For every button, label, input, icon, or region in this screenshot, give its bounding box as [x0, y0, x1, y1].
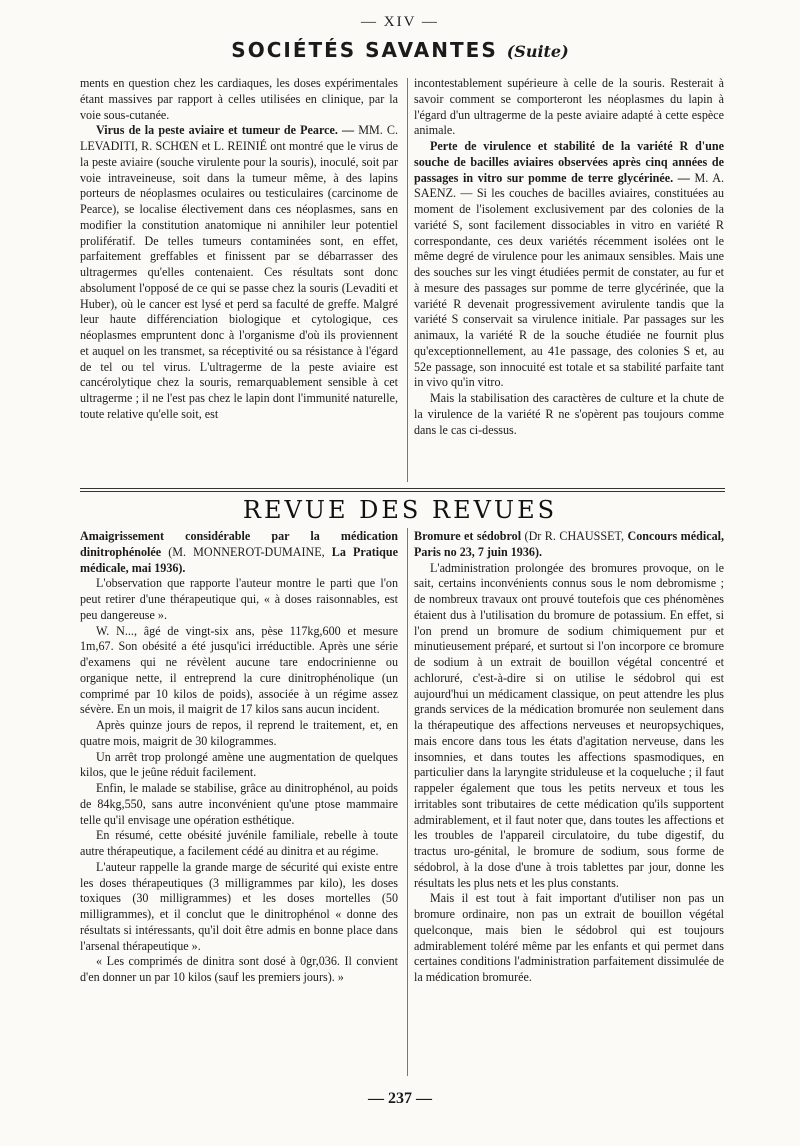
revue-left-paragraph: L'auteur rappelle la grande marge de sécurité qui existe entre les doses thérapeutiques (3 milligrammes par kilo), les doses toxiques (30 milligrammes) et les doses mortelles (50 milligrammes), et il conclut que le dinitrophénol « donne des résultats si intéressants, qu'il doit être admis en bonne place dans l'arsenal thérapeutique ». [80, 859, 398, 953]
page-number: — 237 — [368, 1090, 432, 1107]
revue-left-column [80, 529, 398, 1089]
revue-left-paragraph: Enfin, le malade se stabilise, grâce au dinitrophénol, au poids de 84kg,550, sans autre inconvénient qu'une ptose mammaire telle qu'il envisage une opération esthétique. [80, 781, 398, 827]
revue-left-paragraph: W. N..., âgé de vingt-six ans, pèse 117kg,600 et mesure 1m,67. Son obésité a été jusqu'ici irréductible. Après une série d'examens qui ne révèlent aucune tare endocrinienne ou organique nette, il entreprend la cure dinitrophénolique (un comprimé par 10 kilos de poids), associée à un régime assez sévère. En un mois, il maigrit de 17 kilos sans aucun incident. [80, 623, 398, 717]
article-source-concours: Concours médical, Paris no 23, 7 juin 1936). [414, 529, 724, 559]
article-source-pratique: La Pratique médicale, mai 1936). [80, 544, 398, 575]
societes-right-heading-2 [414, 139, 724, 391]
revue-des-revues-title: REVUE DES REVUES [242, 496, 558, 524]
section-title-text: SOCIÉTÉS SAVANTES [231, 38, 498, 62]
societes-left-heading-2 [80, 123, 398, 422]
societes-right-paragraph-2: — Si les couches de bacilles aviaires, constituées au moment de l'isolement exclusivement par des colonies de la variété S, sont facilement dissociables in vitro en variété R correspondante, ces deux variétés récemment isolées ont le même degré de virulence pour les animaux sensibles. Mais une des souches sur les vingt étudiées permit de constater, au fur et à mesure des passages sur pomme de terre glycérinée, que la variété R devenait progressivement avirulente tandis que la variété S conservait sa virulence initiale. Par passages sur les animaux, la variété R de la souche étudiée ne fournit plus qu'exceptionnellement, au 41e passage, des colonies S et, au 52e passage, son innocuité est totale et sa stabilité parfaite tant in vivo qu'in vitro. [414, 186, 724, 390]
revue-left-paragraph: L'observation que rapporte l'auteur montre le parti que l'on peut retirer d'une thérapeutique qui, « à doses raisonnables, est peu dangereuse ». [80, 576, 398, 622]
article-title-bromure: Bromure et sédobrol [414, 529, 522, 543]
section-divider-rule [80, 488, 725, 489]
revue-right-paragraph: L'administration prolongée des bromures provoque, on le sait, certains inconvénients connus sous le nom debromisme ; de nombreux travaux ont prouvé toutefois que ces phénomènes étaient dus à l'utilisation du bromure de potassium. En effet, si l'on prend un bromure de sodium chimiquement pur et minutieusement préparé, et surtout si l'on incorpore ce bromure de sodium à un extrait de bouillon végétal concentré et achloruré, c'est-à-dire si on utilise le sédobrol qui est aujourd'hui un médicament classique, on peut attendre les plus grands services de la médication bromurée non seulement dans la thérapeutique des affections nerveuses et neuropsychiques, mais encore dans tous les états d'agitation nerveuse, dans les insomnies, et dans toutes les affections spasmodiques, en particulier dans la laryngite striduleuse et la coqueluche ; il faut rappeler également que tous les petits nerveux et tous les irritables sont tributaires de cette médication qu'ils supportent admirablement, et il faut noter que, dans toutes les affections et les troubles de l'appareil circulatoire, du tube digestif, du tractus uro-génital, le bromure de sodium, sous forme de sédobrol, à la dose d'une à trois tablettes par jour, donne les résultats les plus nets et les plus constants. [414, 560, 724, 890]
societes-left-paragraph-1: ments en question chez les cardiaques, les doses expérimentales étant massives par rapport à celles utilisées en clinique, par la voie sous-cutanée. [80, 76, 398, 122]
article-author-chausset: (Dr R. CHAUSSET, [524, 529, 624, 543]
section-title [0, 38, 800, 62]
revue-left-paragraph: Un arrêt trop prolongé amène une augmentation de quelques kilos, que le jeûne réduit facilement. [80, 749, 398, 780]
societes-left-column [80, 76, 398, 485]
roman-page-number: — XIV — [361, 14, 439, 30]
article-heading-amaigrissement [80, 529, 398, 576]
heading-perte-virulence: Perte de virulence et stabilité de la variété R d'une souche de bacilles aviaires observées après cinq années de passages in vitro sur pomme de terre glycérinée. — [414, 139, 724, 185]
section-divider-rule-double [80, 491, 725, 492]
revue-right-column [414, 529, 724, 1089]
societes-right-paragraph-1: incontestablement supérieure à celle de la souris. Resterait à savoir comment se comporteront les néoplasmes du lapin à l'égard d'un ultragerme de la peste aviaire adapté à cette espèce animale. [414, 76, 724, 138]
author-saenz: M. A. SAENZ. [414, 170, 724, 201]
societes-left-paragraph-2: MM. C. LEVADITI, R. SCHŒN et L. REINIÉ ont montré que le virus de la peste aviaire (souche virulente pour la souris), inoculé, soit par voie intraveineuse, soit dans la tumeur même, à des lapins porteurs de néoplasmes oculaires ou testiculaires (carcinome de Pearce), se localise électivement dans ces néoplasmes, sans en modifier la constitution anatomique ni annihiler leur potentiel prolifératif. De telles tumeurs contaminées sont, en effet, parfaitement greffables et finissent par se débarrasser des ultragermes qu'elles contenaient. Ces résultats sont donc absolument l'opposé de ce qui se passe chez la souris (Levaditi et Huber), où le cancer est lysé et perd sa faculté de greffe. Malgré leur haute différenciation biologique et cytologique, ces néoplasmes empruntent donc à l'organisme d'où ils proviennent et auquel on les transmet, sa réceptivité ou sa résistance à l'égard de tel ou tel virus. L'ultragerme de la peste aviaire est cancérolytique chez la souris, remarquablement sensible à cet ultragerme ; il ne l'est pas chez le lapin dont l'immunité naturelle, toute relative qu'elle soit, est [80, 123, 398, 421]
column-divider-top [407, 78, 408, 482]
revue-left-paragraph: Après quinze jours de repos, il reprend le traitement, et, en quatre mois, maigrit de 30 kilogrammes. [80, 718, 398, 748]
heading-peste-aviaire: Virus de la peste aviaire et tumeur de Pearce. — [96, 123, 355, 138]
article-title-amaigrissement: Amaigrissement considérable par la médication dinitrophénolée [80, 529, 398, 559]
revue-left-paragraph: En résumé, cette obésité juvénile familiale, rebelle à toute autre thérapeutique, a facilement cédé au dinitra et au régime. [80, 828, 398, 858]
column-divider-bottom [407, 528, 408, 1076]
article-author-monnerot: (M. MONNEROT-DUMAINE, [168, 544, 325, 559]
societes-right-paragraph-3: Mais la stabilisation des caractères de culture et la chute de la virulence de la variété R ne s'opèrent pas toujours comme dans le cas ci-dessus. [414, 391, 724, 437]
section-title-suffix: (Suite) [506, 42, 569, 61]
revue-right-paragraph: Mais il est tout à fait important d'utiliser non pas un bromure ordinaire, non pas un extrait de bouillon végétal quelconque, mais bien le sédobrol qui est toujours admirablement toléré même par les enfants et qui permet dans certaines conditions l'administration parfaitement dissimulée de la médication bromurée. [414, 891, 724, 984]
societes-right-column [414, 76, 724, 485]
revue-left-paragraph: « Les comprimés de dinitra sont dosé à 0gr,036. Il convient d'en donner un par 10 kilos (sauf les premiers jours). » [80, 954, 398, 984]
article-heading-bromure [414, 529, 724, 561]
